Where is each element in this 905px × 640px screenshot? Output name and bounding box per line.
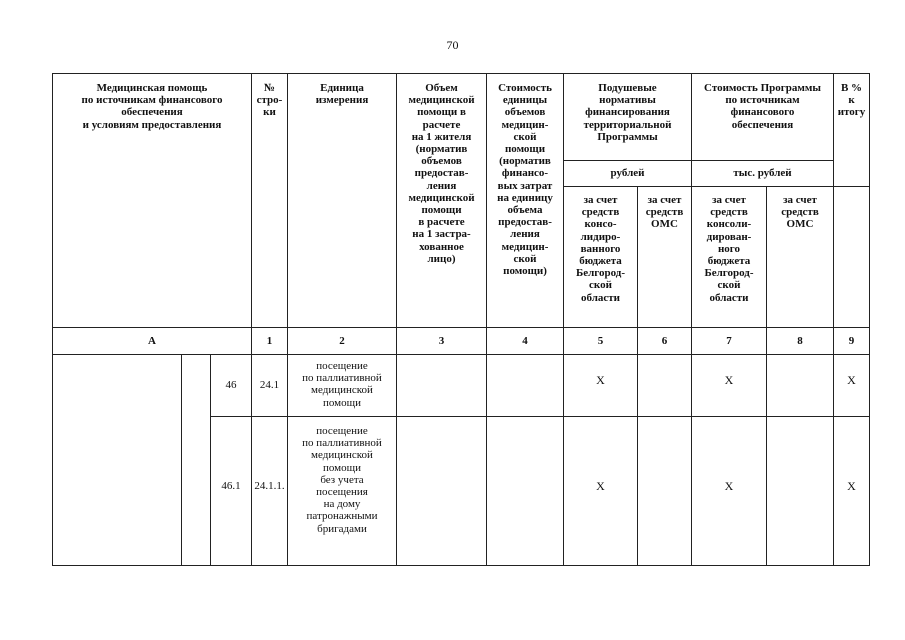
header-col-5: за счет средств консо- лидиро- ванного бюджета Белгород- ской области <box>575 194 626 304</box>
colnum-5: 5 <box>597 335 604 347</box>
row-col-7: X <box>724 479 734 493</box>
header-col-6: за счет средств ОМС <box>645 194 684 231</box>
row-col-9: X <box>847 479 856 493</box>
row-col-7: X <box>724 373 734 387</box>
header-col-a: Медицинская помощь по источникам финансового обеспечения и условиям предоставления <box>81 82 223 131</box>
unit-rubles: рублей <box>610 167 645 179</box>
row-unit: посещение по паллиативной медицинской помощи без учета посещения на дому патронажными бригадами <box>302 425 382 535</box>
colnum-a: А <box>148 335 156 347</box>
colnum-9: 9 <box>848 335 855 347</box>
row-col-5: X <box>596 479 605 493</box>
colnum-4: 4 <box>522 335 528 347</box>
row-col-9: X <box>847 373 856 387</box>
colnum-6: 6 <box>661 335 668 347</box>
row-col-5: X <box>596 373 605 387</box>
header-col-7: за счет средств консоли- дирован- ного бюджета Белгород- ской области <box>704 194 754 304</box>
colnum-3: 3 <box>438 335 445 347</box>
header-col-2: Единица измерения <box>315 82 369 107</box>
colnum-2: 2 <box>339 335 345 347</box>
colnum-7: 7 <box>726 335 732 347</box>
header-col-9: В % к итогу <box>837 82 866 119</box>
header-col-8: за счет средств ОМС <box>781 194 819 231</box>
row-line-number: 46 <box>225 379 237 391</box>
row-code: 24.1.1. <box>254 480 285 492</box>
row-unit: посещение по паллиативной медицинской помощи <box>302 360 382 409</box>
header-col-7-8: Стоимость Программы по источникам финансового обеспечения <box>704 82 821 131</box>
page-number: 70 <box>446 38 459 52</box>
unit-thousand-rubles: тыс. рублей <box>733 167 792 179</box>
header-col-1: № стро- ки <box>256 82 283 119</box>
header-col-4: Стоимость единицы объемов медицин- ской помощи (норматив финансо- вых затрат на единицу объема предостав- ления медицин- ской помощи) <box>497 82 553 278</box>
header-col-5-6: Подушевые нормативы финансирования территориальной Программы <box>583 82 672 143</box>
row-line-number: 46.1 <box>221 480 241 492</box>
row-code: 24.1 <box>259 379 280 391</box>
colnum-8: 8 <box>797 335 803 347</box>
colnum-1: 1 <box>266 335 273 347</box>
header-col-3: Объем медицинской помощи в расчете на 1 жителя (норматив объемов предостав- ления медицинской помощи в расчете на 1 застра- хованное лицо) <box>408 82 475 265</box>
